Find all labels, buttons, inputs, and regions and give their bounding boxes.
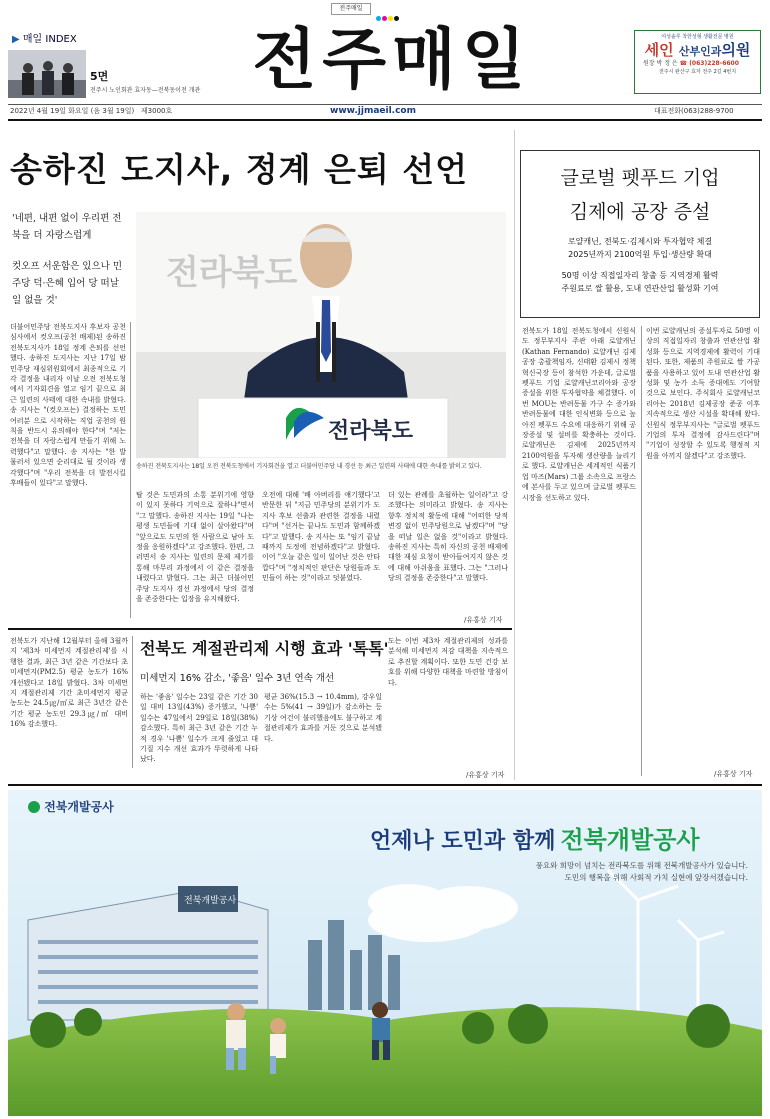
second-headline: 전북도 계절관리제 시행 효과 '톡톡' <box>140 639 389 658</box>
edition-box: 전주매일 <box>331 3 371 15</box>
ad-clinic-name: 세인 산부인과의원 <box>644 41 751 59</box>
ad-logo: 전북개발공사 <box>28 798 114 815</box>
lead-col-4: 더 있는 관례를 초월하는 일이라"고 강조했다는 의미라고 밝혔다. 송 지사는 향후 정치적 활동에 대해 "어떠한 당적 변경 없이 민주당원으로 남겠다"며 "당을 떠날 일은 없을 것"이라고 밝혔다. 송하진 지사는 특히 자신의 공천 배제에 대한 재심 요청이 받아들여지지 않은 것에 대해 아쉬움을 표했다. 그는 "그러나 당의 결정을 존중한다"고 말했다. <box>388 491 508 583</box>
top-ad[interactable] <box>634 30 761 94</box>
second-col-4: 도는 이번 제3차 계절관리제의 성과를 분석해 미세먼지 저감 대책을 지속적으로 추진할 계획이다. 또한 도민 건강 보호를 위해 다양한 대책을 마련할 방침이다. <box>388 637 508 687</box>
index-page[interactable]: 5면 <box>90 70 109 83</box>
lead-photo-caption: 송하진 전북도지사는 18일 오전 전북도청에서 기자회견을 열고 더불어민주당 내 경선 등 최근 일련의 사태에 대한 속내를 밝히고 있다. <box>136 463 482 470</box>
bottom-ad[interactable] <box>8 790 762 1116</box>
lead-col-1: 더불어민주당 전북도지사 후보자 공천심사에서 컷오프(공천 배제)된 송하진 전북도지사가 18일 정계 은퇴를 선언했다. 송하진 도지사는 지난 17일 밤 민주당 재심위원회에서 최종적으로 기각 결정을 내리자 이날 오전 전북도청에서 기자회견을 열고 임기 끝으로 최근 일련의 사태에 대한 속내를 밝혔다. 송 지사는 "(컷오프는) 결정하는 도민 여러분 으로 시작하는 직업 공천의 원칙을 반드시 유의해야 한다"며 "저는 전북을 더 자랑스럽게 만들기 위해 노력했다"고 말했다. 송 지사는 "한 발 물러서 있으면 순리대로 될 것이라 생각했다"며 "우리 전북을 더 발전시킬 후배들이 있다"고 말했다. <box>10 323 126 488</box>
svg-text:전라북도: 전라북도 <box>328 419 414 444</box>
side-sub-3: 50명 이상 직접일자리 창출 등 지역경제 활력 <box>561 271 719 280</box>
second-col-2: 하는 '좋음' 일수는 23일 같은 기간 30일 대비 13일(43%) 증가했고, '나쁨' 일수는 47일에서 29일로 18일(38%) 감소했다. 특히 최근 3년 같은 기간 누적 경우 '나쁨' 일수가 크게 줄었고 대기질 지수 개선 효과가 뚜렷하게 나타났다. <box>140 693 258 764</box>
main-phone: 대표전화(063)288-9700 <box>654 107 734 115</box>
svg-text:전북개발공사: 전북개발공사 <box>184 896 237 906</box>
date-line: 2022년 4월 19일 화요일 (음 3월 19일) 제3000호 <box>10 107 173 115</box>
second-col-1: 전북도가 지난해 12월부터 올해 3월까지 '제3차 미세먼지 계절관리제'를 시행한 결과, 최근 3년 같은 기간보다 초미세먼지(PM2.5) 평균 농도가 16% 개선됐다고 18일 밝혔다. 3차 미세먼지 계절관리제 기간 초미세먼지 평균 농도는 24.5㎍/㎥로 최근 3년간 같은 기간 평균 농도인 29.3㎍/㎥ 대비 16% 감소했다. <box>10 637 128 729</box>
ad-phone: ☎ (063)228-6600 <box>679 60 739 67</box>
pull-quote-2: 컷오프 서운함은 있으나 민주당 덕·은혜 입어 당 떠날 일 없을 것' <box>12 261 123 306</box>
index-label: ▶ 매일 INDEX <box>12 34 77 45</box>
lead-headline: 송하진 도지사, 정계 은퇴 선언 <box>10 150 469 189</box>
second-subhead: 미세먼지 16% 감소, '좋음' 일수 3년 연속 개선 <box>140 673 335 684</box>
side-sub-2: 2025년까지 2100억원 투입·생산량 확대 <box>568 250 712 259</box>
logo-icon <box>28 801 40 813</box>
arrow-icon: ▶ <box>12 34 20 45</box>
ad-address: 전주시 완산구 효자 전주 2길 4번지 <box>658 69 737 75</box>
lead-col-2: 탈 것은 도민과의 소통 분위기에 영향이 있지 못하다 기억으로 잘하냐"면서 "그 말했다. 송하진 지사는 19일 "나는 평생 도민들에 기대 없이 살아왔다"며 "앞으로도 도민의 한 사람으로 남아 도정을 응원하겠다"고 강조했다. 한편, 그러면서 송 지사는 일련의 문제 제기를 통해 마무리 과정에서 이 같은 결정을 내렸다고 밝혔다. 그는 최근 더불어민주당 도지사 경선 과정에서 당의 결정을 존중한다는 입장을 유지해왔다. <box>136 491 254 604</box>
side-col-2: 이번 로얄캐닌의 증설투자로 50명 이상의 직접일자리 창출과 연관산업 활성화 등으로 지역경제에 활력이 기대된다. 또한, 제품의 주원료로 쌀 가공품을 사용하고 있어 도내 연관산업 활성화 및 농가 소득 증대에도 기여할 것으로 보인다. 주식회사 로얄캐닌코리아는 2018년 김제공장 준공 이후 지속적으로 생산 시설을 확대해 왔다. 신원식 정무부지사는 "글로벌 펫푸드 기업의 투자 결정에 감사드린다"며 "기업이 성장할 수 있도록 행정적 지원을 아끼지 않겠다"고 강조했다. <box>646 327 760 460</box>
side-headline-box <box>520 150 760 318</box>
side-sub-1: 로얄캐닌, 전북도·김제시와 투자협약 체결 <box>567 237 713 246</box>
side-col-1: 전북도가 18일 전북도청에서 신원식 도 정무부지사 주관 아래 로얄캐닌(Kathan Fernando) 로얄캐닌 김제공장 총괄책임자, 신태환 김제시 정책혁신국장 등이 참석한 가운데, 글로벌 펫푸드 기업 로얄캐닌코리아와 공장증설을 위한 투자협약을 체결했다. 이번 MOU는 반려동물 가구 수 증가와 반려동물에 대한 인식변화 등으로 높아진 펫푸드 수요에 대응하기 위해 공장증설 및 설비를 확충하는 것이다. 로얄캐닌은 김제에 2025년까지 2100억원을 투자해 생산량을 늘리기로 했다. 로얄캐닌은 세계적인 식품기업 마즈(Mars) 그룹 소속으로 프랑스에 본사를 두고 있으며 글로벌 펫푸드 시장을 선도하고 있다. <box>522 327 636 502</box>
index-photo <box>8 50 86 98</box>
side-sub-4: 주원료로 쌀 활용, 도내 연관산업 활성화 기여 <box>561 284 719 293</box>
newspaper-title: 전주매일 <box>252 21 532 98</box>
lead-col-3: 오전에 대해 '배 아버리를 얘기했다'고 반문한 뒤 "지금 민주당의 분위기가 도지사 후보 선출과 관련한 결정을 내렸다"며 "선거는 끝나도 도민과 함께하겠다"고 말했다. 송 지사는 또 "임기 끝날 때까지 도정에 전념하겠다"고 밝혔다. 이어 "오늘 같은 일이 일어난 것은 안타깝다"며 "정치적인 판단은 당원들과 도민들이 하는 것"이라고 덧붙였다. <box>262 491 380 583</box>
ad-line-2: 도민의 행복을 위해 사회적 가치 실현에 앞장서겠습니다. <box>564 873 748 882</box>
side-byline: /유홍상 기자 <box>714 770 753 778</box>
cmyk-marks <box>376 6 416 14</box>
ad-director: 원장 박 정 은 <box>643 60 678 67</box>
lead-photo <box>136 212 506 458</box>
ad-line-1: 풍요와 희망이 넘치는 전라북도를 위해 전북개발공사가 있습니다. <box>535 861 748 870</box>
second-col-3: 평균 36%(15.3 → 10.4mm), 강우일수는 5%(41 → 39일)가 감소하는 등 기상 여건이 불리했음에도 불구하고 계절관리제가 효과를 거둔 것으로 분석됐다. <box>264 693 382 743</box>
side-headline-1: 글로벌 펫푸드 기업 <box>560 167 720 189</box>
svg-text:전라북도: 전라북도 <box>166 253 298 293</box>
lead-byline: /유홍상 기자 <box>464 616 503 624</box>
pull-quote-1: '네편, 내편 없이 우리편 전북을 더 자랑스럽게 <box>12 213 122 241</box>
website-url[interactable]: www.jjmaeil.com <box>330 106 416 116</box>
ad-tagline: 여성솔루 착한성형 생활전문 병원 <box>661 34 734 40</box>
index-caption: 전주시 노인회관 효자동—전북동이전 개관 <box>90 87 201 94</box>
ad-slogan: 언제나 도민과 함께 전북개발공사 <box>370 826 700 854</box>
side-headline-2: 김제에 공장 증설 <box>569 201 711 223</box>
second-byline: /유홍상 기자 <box>466 771 505 779</box>
